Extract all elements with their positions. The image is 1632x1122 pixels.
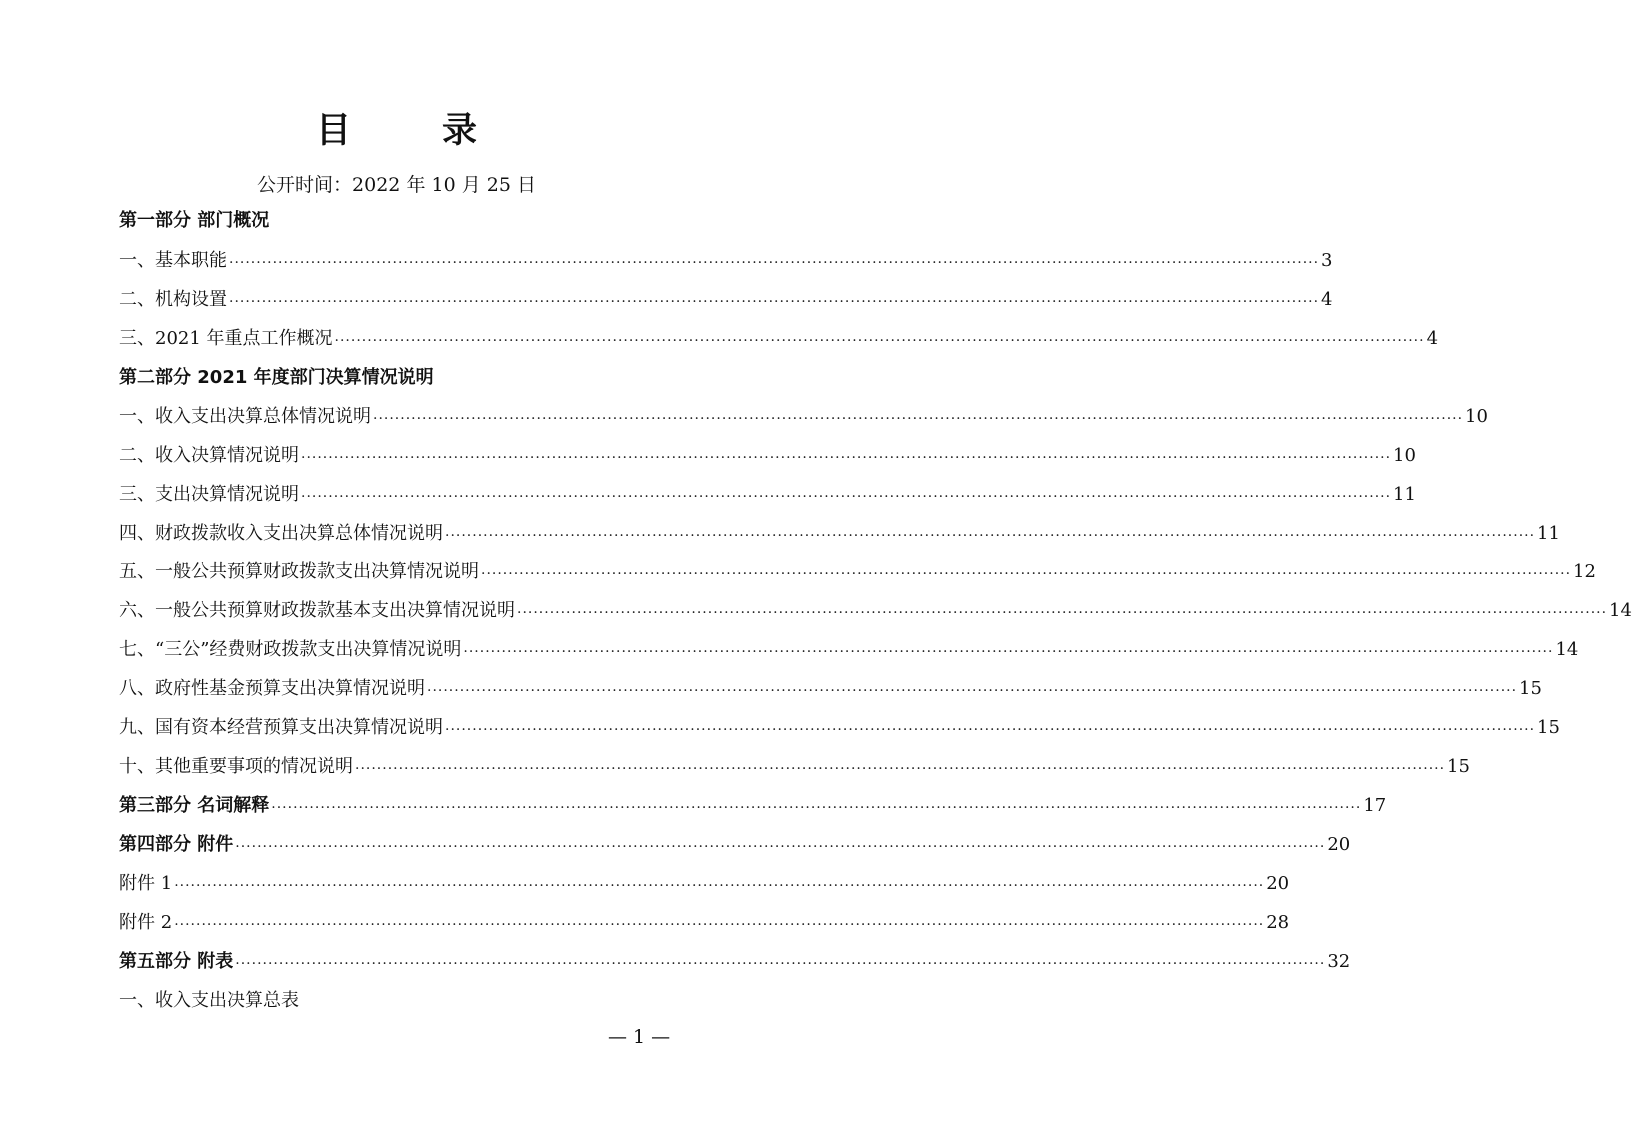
toc-entry-label: 二、机构设置 bbox=[119, 289, 227, 310]
toc-dot-leader: ········································································································································································································ bbox=[355, 761, 1446, 777]
toc-entry-label: 八、政府性基金预算支出决算情况说明 bbox=[119, 678, 425, 699]
toc-entry-label: 第五部分 附表 bbox=[119, 951, 234, 972]
toc-entry-label: 附件 1 bbox=[119, 873, 173, 894]
toc-entry-label: 一、收入支出决算总表 bbox=[119, 990, 299, 1011]
toc-entry-page: 10 bbox=[1465, 406, 1488, 427]
toc-entry-page: 15 bbox=[1447, 756, 1470, 777]
toc-entry-page: 15 bbox=[1537, 717, 1560, 738]
toc-entry-label: 二、收入决算情况说明 bbox=[119, 445, 299, 466]
toc-dot-leader: ········································································································································································································ bbox=[445, 722, 1536, 738]
toc-entry-label: 九、国有资本经营预算支出决算情况说明 bbox=[119, 717, 443, 738]
toc-entry-page: 11 bbox=[1393, 484, 1416, 505]
toc-entry-label: 第二部分 2021 年度部门决算情况说明 bbox=[119, 367, 434, 388]
toc-entry bbox=[119, 520, 1560, 548]
toc-entry-page: 14 bbox=[1555, 639, 1579, 660]
toc-entry-page: 4 bbox=[1321, 289, 1333, 310]
toc-entry-label: 六、一般公共预算财政拨款基本支出决算情况说明 bbox=[119, 600, 515, 621]
toc-section-heading bbox=[119, 364, 673, 392]
toc-section-heading bbox=[119, 792, 1387, 820]
toc-entry-page: 28 bbox=[1266, 912, 1290, 933]
toc-entry-page: 32 bbox=[1327, 951, 1351, 972]
toc-section-heading bbox=[119, 207, 673, 235]
toc-entry-page: 17 bbox=[1363, 795, 1387, 816]
toc-entry-label: 十、其他重要事项的情况说明 bbox=[119, 756, 353, 777]
toc-section-heading bbox=[119, 831, 1351, 859]
toc-entry-label: 附件 2 bbox=[119, 912, 173, 933]
toc-entry bbox=[119, 247, 1333, 275]
toc-entry bbox=[119, 987, 673, 1015]
toc-dot-leader: ········································································································································································································ bbox=[463, 644, 1554, 660]
page-number: — 1 — bbox=[608, 1026, 671, 1048]
toc-dot-leader: ········································································································································································································ bbox=[229, 255, 1320, 271]
toc-entry bbox=[119, 481, 1416, 509]
toc-entry-label: 四、财政拨款收入支出决算总体情况说明 bbox=[119, 523, 443, 544]
toc-entry-page: 4 bbox=[1426, 328, 1439, 349]
toc-entry bbox=[119, 870, 1290, 898]
toc-entry bbox=[119, 909, 1290, 937]
toc-entry bbox=[119, 403, 1488, 431]
toc-entry-label: 三、支出决算情况说明 bbox=[119, 484, 299, 505]
toc-dot-leader: ········································································································································································································ bbox=[301, 450, 1392, 466]
toc-entry bbox=[119, 558, 1596, 586]
toc-entry-page: 12 bbox=[1573, 561, 1596, 582]
toc-entry-page: 11 bbox=[1537, 523, 1560, 544]
toc-dot-leader: ········································································································································································································ bbox=[481, 566, 1572, 582]
toc-entry-page: 15 bbox=[1519, 678, 1542, 699]
toc-entry bbox=[119, 714, 1560, 742]
toc-dot-leader: ········································································································································································································ bbox=[334, 333, 1425, 349]
toc-dot-leader: ········································································································································································································ bbox=[229, 294, 1320, 310]
toc-dot-leader: ········································································································································································································ bbox=[427, 683, 1518, 699]
toc-dot-leader: ········································································································································································································ bbox=[235, 839, 1326, 855]
toc-entry-label: 五、一般公共预算财政拨款支出决算情况说明 bbox=[119, 561, 479, 582]
toc-entry bbox=[119, 286, 1333, 314]
toc-entry-label: 三、2021 年重点工作概况 bbox=[119, 328, 333, 349]
toc-dot-leader: ········································································································································································································ bbox=[235, 956, 1326, 972]
toc-dot-leader: ········································································································································································································ bbox=[445, 528, 1536, 544]
toc-entry-label: 七、“三公”经费财政拨款支出决算情况说明 bbox=[119, 639, 462, 660]
toc-entry-page: 3 bbox=[1321, 250, 1333, 271]
toc-dot-leader: ········································································································································································································ bbox=[271, 800, 1362, 816]
toc-section-heading bbox=[119, 948, 1351, 976]
toc-entry-label: 第三部分 名词解释 bbox=[119, 795, 270, 816]
toc-dot-leader: ········································································································································································································ bbox=[174, 917, 1265, 933]
toc-entry-label: 一、收入支出决算总体情况说明 bbox=[119, 406, 371, 427]
toc-entry-label: 一、基本职能 bbox=[119, 250, 227, 271]
toc-dot-leader: ········································································································································································································ bbox=[174, 878, 1265, 894]
toc-entry bbox=[119, 325, 1439, 353]
toc-entry bbox=[119, 675, 1542, 703]
toc-dot-leader: ········································································································································································································ bbox=[373, 411, 1464, 427]
toc-entry-page: 20 bbox=[1266, 873, 1290, 894]
publish-date: 公开时间：2022 年 10 月 25 日 bbox=[257, 174, 536, 196]
toc-dot-leader: ········································································································································································································ bbox=[517, 605, 1608, 621]
toc-entry bbox=[119, 442, 1416, 470]
toc-entry-label: 第一部分 部门概况 bbox=[119, 210, 270, 231]
toc-dot-leader: ········································································································································································································ bbox=[301, 489, 1392, 505]
toc-entry-page: 14 bbox=[1609, 600, 1632, 621]
toc-entry bbox=[119, 636, 1579, 664]
toc-entry-page: 10 bbox=[1393, 445, 1416, 466]
toc-entry bbox=[119, 597, 1632, 625]
page-title: 目 录 bbox=[315, 110, 505, 151]
toc-entry bbox=[119, 753, 1470, 781]
toc-entry-label: 第四部分 附件 bbox=[119, 834, 234, 855]
toc-entry-page: 20 bbox=[1327, 834, 1351, 855]
